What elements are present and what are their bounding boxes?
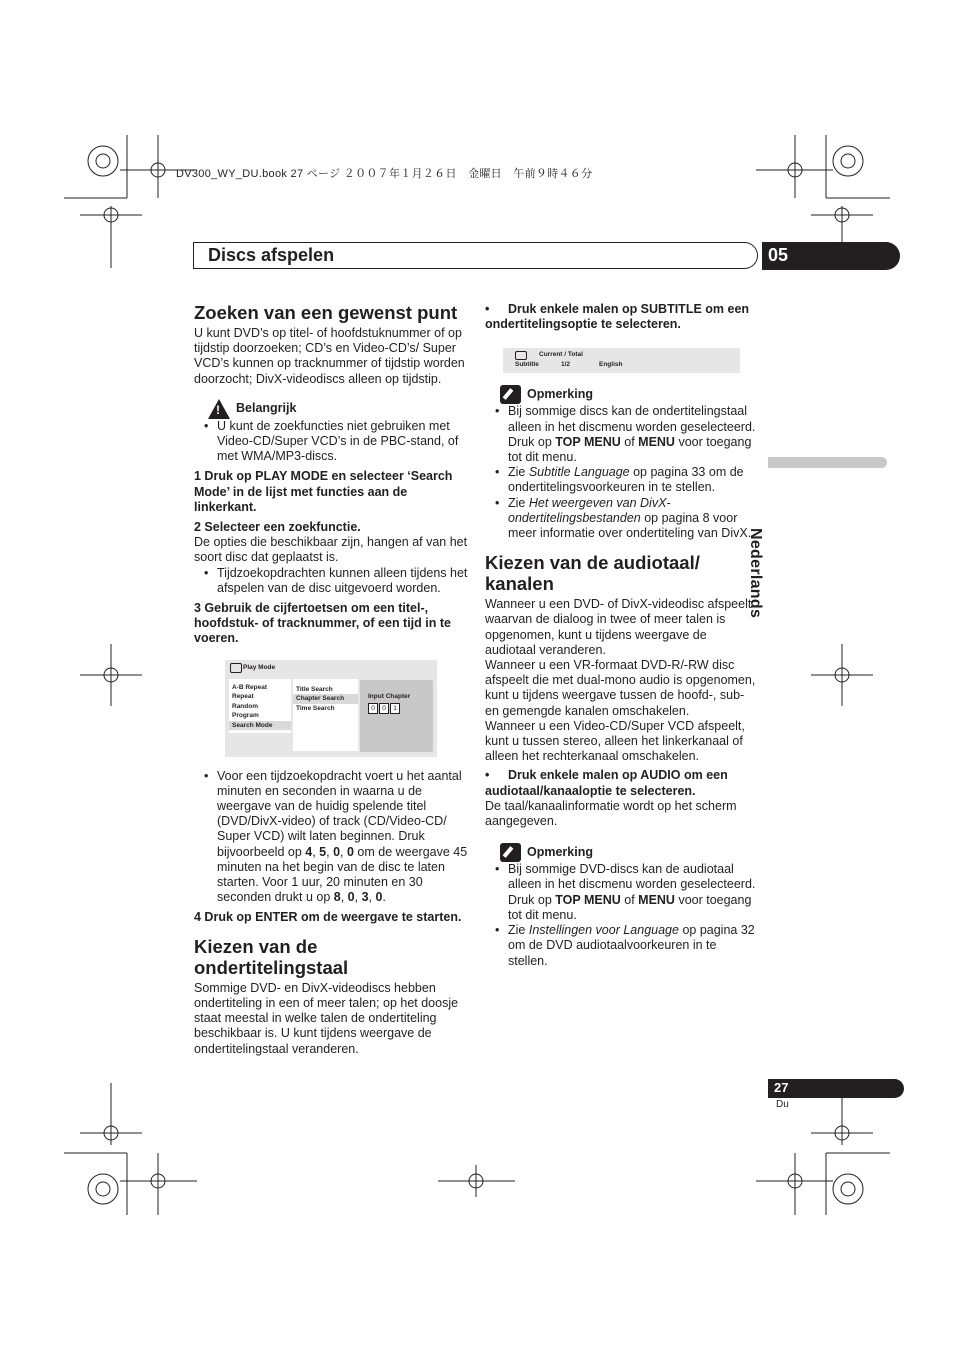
audio-paragraph: Wanneer u een Video-CD/Super VCD afspeelt, kunt u tussen stereo, alleen het linkerkanaal of alleen het rechterkanaal omschakelen. (485, 718, 745, 764)
crop-lines (64, 135, 890, 1215)
audio-step: • Druk enkele malen op AUDIO om een audiotaal/kanaaloptie te selecteren. (485, 768, 728, 798)
submenu-item[interactable]: Title Search (296, 685, 333, 693)
input-digit: 1 (390, 703, 400, 714)
input-panel (360, 680, 433, 752)
subtitle-icon (515, 351, 527, 360)
audio-step-text: De taal/kanaalinformatie wordt op het scherm aangegeven. (485, 798, 737, 829)
menu-item[interactable]: Repeat (232, 693, 254, 701)
note-bullet: • Bij sommige DVD-discs kan de audiotaal alleen in het discmenu worden geselecteerd. Druk op TOP MENU of MENU voor toegang tot dit menu. (485, 862, 757, 923)
print-header: DV300_WY_DU.book 27 ページ ２００７年１月２６日 金曜日 午前９時４６分 (176, 168, 593, 180)
disc-icon (230, 663, 242, 673)
play-mode-screen (225, 660, 437, 757)
input-digit: 0 (379, 703, 389, 714)
language-tab (768, 457, 887, 468)
note-label: Opmerking (527, 387, 593, 402)
search-submenu-panel (293, 679, 358, 751)
section-title-audio: Kiezen van de audiotaal/ kanalen (485, 552, 700, 595)
input-label: Input Chapter (368, 692, 411, 700)
note-label: Opmerking (527, 845, 593, 860)
subtitle-screen (503, 348, 740, 373)
step-4: 4 Druk op ENTER om de weergave te starten. (194, 910, 462, 925)
menu-item[interactable]: Random (232, 702, 258, 710)
subtitle-value: 1/2 (561, 361, 571, 369)
input-digits (360, 701, 433, 714)
step-2-text: De opties die beschikbaar zijn, hangen af van het soort disc dat geplaatst is. (194, 535, 468, 565)
side-language-label: Nederlands (747, 528, 764, 619)
menu-item[interactable]: Program (232, 712, 259, 720)
play-mode-menu-panel (229, 679, 291, 733)
subtitle-step: • Druk enkele malen op SUBTITLE om een ondertitelingsoptie te selecteren. (485, 302, 750, 332)
step-1: 1 Druk op PLAY MODE en selecteer ‘Search Mode’ in de lijst met functies aan de linkerkant. (194, 469, 453, 514)
subtitle-label: Subtitle (515, 361, 539, 369)
subtitle-language: English (599, 361, 623, 369)
section-title-search: Zoeken van een gewenst punt (194, 302, 458, 323)
left-column (194, 302, 469, 1057)
time-search-bullet: • Voor een tijdzoekopdracht voert u het aantal minuten en seconden in waarna u de weergave van de huidig spelende titel (DVD/DivX-video) of track (CD/Video-CD/ Super VCD) wilt laten beginnen. Druk bijvoorbeeld op 4, 5, 0, 0 om de weergave 45 minuten na het begin van de disc te laten starten. Voor 1 uur, 20 minuten en 30 seconden drukt u op 8, 0, 3, 0. (194, 769, 469, 906)
note-bullet: • Zie Subtitle Language op pagina 33 om de ondertitelingsvoorkeuren in te stellen. (485, 465, 757, 495)
page-number: 27 (768, 1079, 904, 1098)
important-bullet: • U kunt de zoekfuncties niet gebruiken met Video-CD/Super VCD’s in de PBC-stand, of met WMA/MP3-discs. (194, 419, 469, 465)
subtitle-intro: Sommige DVD- en DivX-videodiscs hebben ondertiteling in een of meer talen; op het doosje staat meestal in welke talen de ondertiteling beschikbaar is. U kunt tijdens weergave de ondertitelingstaal veranderen. (194, 980, 459, 1056)
search-intro: U kunt DVD’s op titel- of hoofdstuknummer of op tijdstip doorzoeken; CD’s en Video-CD’s/ Super VCD’s kunnen op tracknummer of tijdstip worden doorzocht; DivX-videodiscs alleen op tijdstip. (194, 326, 465, 386)
warning-icon (208, 399, 230, 419)
input-digit: 0 (368, 703, 378, 714)
note-icon (500, 385, 521, 404)
step-2-bullet: • Tijdzoekopdrachten kunnen alleen tijdens het afspelen van de disc uitgevoerd worden. (194, 566, 469, 596)
submenu-item[interactable]: Time Search (296, 704, 335, 712)
right-column (485, 302, 757, 969)
step-3: 3 Gebruik de cijfertoetsen om een titel-, hoofdstuk- of tracknummer, of een tijd in te voeren. (194, 601, 451, 646)
note-heading (500, 385, 757, 404)
chapter-number: 05 (762, 242, 900, 270)
subtitle-header: Current / Total (539, 351, 583, 359)
chapter-title: Discs afspelen (208, 245, 335, 265)
page-language: Du (776, 1099, 789, 1110)
menu-item-selected[interactable]: Search Mode (229, 721, 291, 731)
note-bullet: • Bij sommige discs kan de ondertitelingstaal alleen in het discmenu worden geselecteerd. Druk op TOP MENU of MENU voor toegang tot dit menu. (485, 404, 757, 465)
menu-item[interactable]: A-B Repeat (232, 683, 268, 691)
important-heading (208, 399, 469, 419)
play-mode-title: Play Mode (243, 663, 276, 671)
audio-paragraph: Wanneer u een DVD- of DivX-videodisc afspeelt waarvan de dialoog in twee of meer talen is opgenomen, kunt u tijdens weergave de audiotaal veranderen. (485, 597, 752, 657)
section-title-subtitle: Kiezen van de ondertitelingstaal (194, 935, 349, 978)
note-icon (500, 843, 521, 862)
audio-paragraph: Wanneer u een VR-formaat DVD-R/-RW disc afspeelt die met dual-mono audio is opgenomen, kunt u tijdens weergave tussen de hoofd-, sub- en gemengde kanalen omschakelen. (485, 658, 756, 718)
submenu-item-selected[interactable]: Chapter Search (293, 694, 358, 704)
step-2: 2 Selecteer een zoekfunctie. (194, 520, 361, 535)
note-bullet: • Zie Het weergeven van DivX-ondertitelingsbestanden op pagina 8 voor meer informatie over ondertiteling van DivX. (485, 496, 757, 542)
note-heading (500, 843, 757, 862)
important-label: Belangrijk (236, 401, 297, 416)
note-bullet: • Zie Instellingen voor Language op pagina 32 om de DVD audiotaalvoorkeuren in te stellen. (485, 923, 757, 969)
